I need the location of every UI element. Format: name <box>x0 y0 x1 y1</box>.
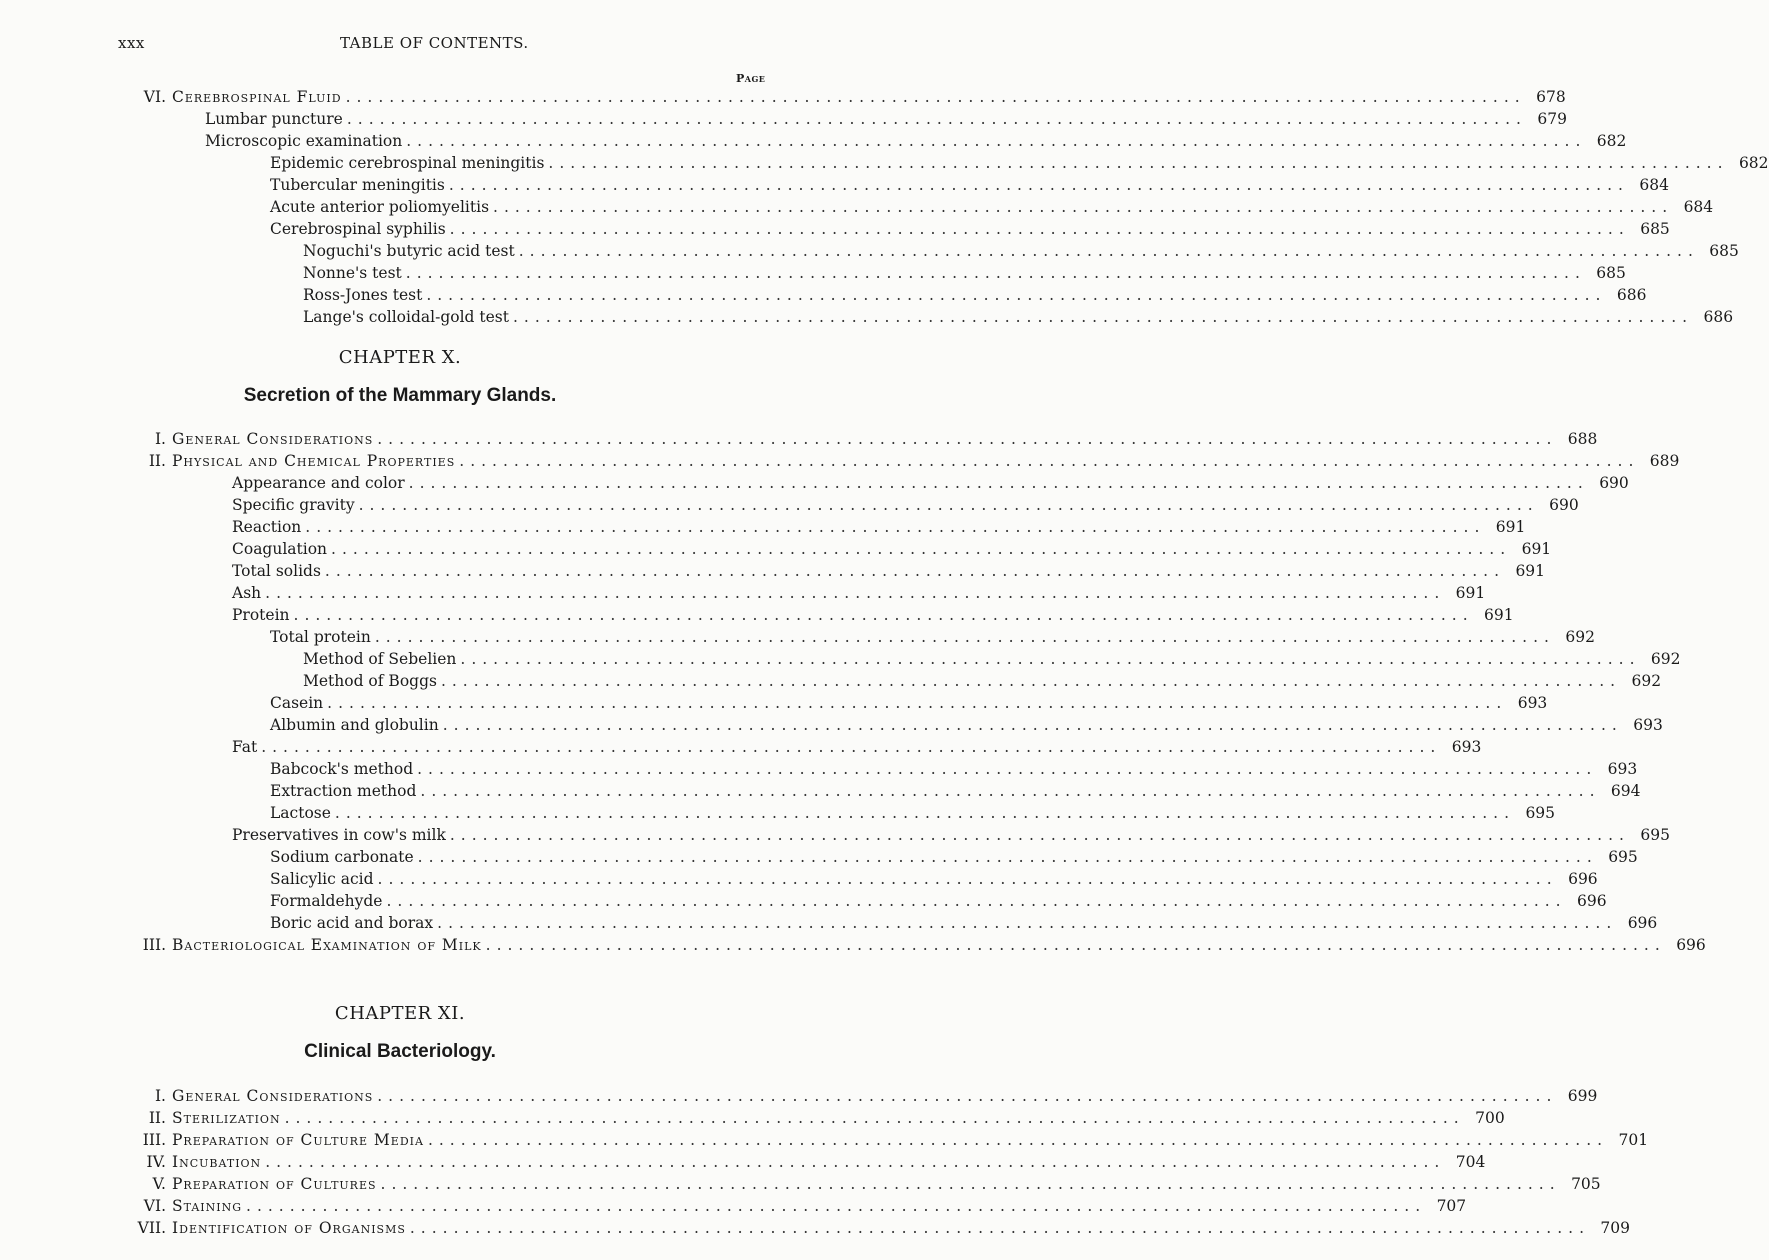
entry-title: Casein <box>270 694 324 712</box>
page-ref: 699 <box>1567 1087 1598 1105</box>
toc-entry[interactable] <box>270 758 1638 780</box>
leader-dots <box>375 626 1555 648</box>
section-number: V. <box>152 1175 166 1193</box>
leader-dots <box>443 714 1623 736</box>
toc-section[interactable] <box>142 934 1706 956</box>
toc-entry[interactable] <box>303 670 1662 692</box>
toc-entry[interactable] <box>270 218 1670 240</box>
toc-entry[interactable] <box>270 802 1556 824</box>
page-ref: 685 <box>1596 264 1626 282</box>
entry-title: Specific gravity <box>232 496 355 514</box>
entry-title: Reaction <box>232 518 302 536</box>
toc-entry[interactable] <box>270 868 1598 890</box>
leader-dots <box>246 1195 1426 1217</box>
leader-dots <box>305 516 1485 538</box>
leader-dots <box>285 1107 1465 1129</box>
leader-dots <box>426 284 1606 306</box>
toc-entry[interactable] <box>205 130 1627 152</box>
page-ref: 688 <box>1567 430 1598 448</box>
leader-dots <box>331 538 1511 560</box>
page-ref: 696 <box>1627 914 1658 932</box>
leader-dots <box>519 240 1699 262</box>
entry-title: Lange's colloidal-gold test <box>303 308 509 326</box>
toc-entry[interactable] <box>303 240 1739 262</box>
toc-section[interactable] <box>143 86 1566 108</box>
page-ref: 693 <box>1633 716 1663 734</box>
toc-entry[interactable] <box>303 306 1734 328</box>
entry-title: Total protein <box>270 628 371 646</box>
chapter-subtitle: Secretion of the Mammary Glands. <box>243 385 557 406</box>
entry-title: Babcock's method <box>270 760 414 778</box>
entry-title: Coagulation <box>232 540 328 558</box>
leader-dots <box>428 1129 1608 1151</box>
section-number: VII. <box>137 1219 166 1237</box>
toc-section[interactable] <box>152 1173 1601 1195</box>
section-number: VI. <box>143 88 166 106</box>
toc-section[interactable] <box>148 450 1680 472</box>
chapter-subtitle: Clinical Bacteriology. <box>304 1041 496 1062</box>
entry-title: Nonne's test <box>303 264 402 282</box>
section-title: General Considerations <box>172 430 374 448</box>
leader-dots <box>450 824 1630 846</box>
toc-entry[interactable] <box>232 824 1670 846</box>
leader-dots <box>381 1173 1561 1195</box>
leader-dots <box>548 152 1728 174</box>
entry-title: Method of Sebelien <box>303 650 457 668</box>
leader-dots <box>409 472 1589 494</box>
page-ref: 685 <box>1709 242 1739 260</box>
page-ref: 693 <box>1517 694 1548 712</box>
toc-entry[interactable] <box>270 196 1714 218</box>
leader-dots <box>378 868 1558 890</box>
page-ref: 701 <box>1618 1131 1649 1149</box>
leader-dots <box>441 670 1621 692</box>
page-ref: 689 <box>1649 452 1680 470</box>
toc-entry[interactable] <box>232 736 1482 758</box>
leader-dots <box>325 560 1505 582</box>
toc-entry[interactable] <box>270 846 1638 868</box>
toc-entry[interactable] <box>232 494 1579 516</box>
toc-entry[interactable] <box>232 516 1526 538</box>
section-title: General Considerations <box>172 1087 374 1105</box>
page-column-label: Page <box>736 72 766 85</box>
entry-title: Acute anterior poliomyelitis <box>270 198 490 216</box>
toc-entry[interactable] <box>232 582 1486 604</box>
leader-dots <box>417 758 1597 780</box>
toc-section[interactable] <box>154 1085 1598 1107</box>
page-ref: 696 <box>1568 870 1598 888</box>
page-ref: 696 <box>1577 892 1607 910</box>
leader-dots <box>437 912 1617 934</box>
section-title: Cerebrospinal Fluid <box>172 88 342 106</box>
page-ref: 691 <box>1455 584 1486 602</box>
entry-title: Noguchi's butyric acid test <box>303 242 515 260</box>
entry-title: Albumin and globulin <box>270 716 439 734</box>
entry-title: Preservatives in cow's milk <box>232 826 446 844</box>
page-ref: 685 <box>1640 220 1670 238</box>
toc-entry[interactable] <box>270 626 1595 648</box>
page-ref: 684 <box>1683 198 1714 216</box>
leader-dots <box>294 604 1474 626</box>
toc-entry[interactable] <box>232 560 1546 582</box>
leader-dots <box>261 736 1441 758</box>
entry-title: Epidemic cerebrospinal meningitis <box>270 154 545 172</box>
entry-title: Extraction method <box>270 782 417 800</box>
section-number: III. <box>142 1131 166 1149</box>
leader-dots <box>377 1085 1557 1107</box>
running-title: TABLE OF CONTENTS. <box>340 34 529 52</box>
section-title: Staining <box>172 1197 243 1215</box>
page-ref: 695 <box>1608 848 1638 866</box>
toc-section[interactable] <box>142 1129 1649 1151</box>
page-ref: 692 <box>1565 628 1595 646</box>
section-number: II. <box>148 1109 166 1127</box>
leader-dots <box>493 196 1673 218</box>
page-ref: 707 <box>1436 1197 1467 1215</box>
section-title: Incubation <box>172 1153 262 1171</box>
page-ref: 693 <box>1451 738 1482 756</box>
leader-dots <box>386 890 1566 912</box>
section-number: VI. <box>143 1197 166 1215</box>
leader-dots <box>420 780 1600 802</box>
toc-entry[interactable] <box>303 284 1647 306</box>
toc-section[interactable] <box>146 1151 1486 1173</box>
page-ref: 679 <box>1537 110 1567 128</box>
page-header <box>0 34 800 56</box>
leader-dots <box>418 846 1598 868</box>
entry-title: Appearance and color <box>232 474 405 492</box>
leader-dots <box>410 1217 1590 1239</box>
leader-dots <box>449 174 1629 196</box>
section-number: IV. <box>146 1153 166 1171</box>
section-title: Identification of Organisms <box>172 1219 406 1237</box>
leader-dots <box>406 262 1586 284</box>
entry-title: Boric acid and borax <box>270 914 434 932</box>
section-title: Bacteriological Examination of Milk <box>172 936 482 954</box>
page-ref: 682 <box>1596 132 1627 150</box>
toc-section[interactable] <box>148 1107 1505 1129</box>
entry-title: Protein <box>232 606 290 624</box>
entry-title: Formaldehyde <box>270 892 383 910</box>
entry-title: Sodium carbonate <box>270 848 414 866</box>
entry-title: Microscopic examination <box>205 132 403 150</box>
page-ref: 678 <box>1536 88 1566 106</box>
entry-title: Total solids <box>232 562 321 580</box>
entry-title: Cerebrospinal syphilis <box>270 220 446 238</box>
leader-dots <box>359 494 1539 516</box>
leader-dots <box>406 130 1586 152</box>
section-number: I. <box>154 1087 166 1105</box>
toc-entry[interactable] <box>303 262 1626 284</box>
page-ref: 704 <box>1455 1153 1486 1171</box>
section-number: II. <box>148 452 166 470</box>
leader-dots <box>347 108 1527 130</box>
leader-dots <box>335 802 1515 824</box>
entry-title: Lumbar puncture <box>205 110 343 128</box>
toc-entry[interactable] <box>270 780 1641 802</box>
chapter-heading: CHAPTER XI. <box>334 1003 466 1024</box>
section-title: Preparation of Cultures <box>172 1175 377 1193</box>
page-ref: 691 <box>1521 540 1552 558</box>
entry-title: Method of Boggs <box>303 672 437 690</box>
section-title: Sterilization <box>172 1109 281 1127</box>
page-ref: 695 <box>1640 826 1670 844</box>
toc-entry[interactable] <box>232 604 1514 626</box>
leader-dots <box>346 86 1526 108</box>
page-ref: 690 <box>1549 496 1579 514</box>
page-ref: 695 <box>1525 804 1556 822</box>
page-ref: 709 <box>1600 1219 1630 1237</box>
toc-entry[interactable] <box>270 890 1607 912</box>
leader-dots <box>377 428 1557 450</box>
leader-dots <box>265 1151 1445 1173</box>
leader-dots <box>450 218 1630 240</box>
leader-dots <box>460 648 1640 670</box>
page-ref: 691 <box>1515 562 1546 580</box>
entry-title: Fat <box>232 738 258 756</box>
section-number: I. <box>154 430 166 448</box>
toc-entry[interactable] <box>270 714 1663 736</box>
section-title: Preparation of Culture Media <box>172 1131 424 1149</box>
page-ref: 700 <box>1475 1109 1505 1127</box>
page-ref: 691 <box>1495 518 1526 536</box>
toc-section[interactable] <box>143 1195 1467 1217</box>
entry-title: Lactose <box>270 804 331 822</box>
page-ref: 690 <box>1599 474 1629 492</box>
leader-dots <box>459 450 1639 472</box>
page-number: xxx <box>118 34 145 52</box>
entry-title: Tubercular meningitis <box>270 176 445 194</box>
toc-entry[interactable] <box>232 472 1629 494</box>
leader-dots <box>513 306 1693 328</box>
toc-entry[interactable] <box>270 152 1769 174</box>
entry-title: Ross-Jones test <box>303 286 423 304</box>
page-ref: 694 <box>1610 782 1641 800</box>
toc-entry[interactable] <box>270 912 1658 934</box>
entry-title: Ash <box>232 584 262 602</box>
toc-section[interactable] <box>154 428 1598 450</box>
chapter-heading: CHAPTER X. <box>338 347 462 368</box>
toc-entry[interactable] <box>205 108 1567 130</box>
page-ref: 682 <box>1738 154 1769 172</box>
page-ref: 692 <box>1631 672 1662 690</box>
toc-entry[interactable] <box>270 692 1548 714</box>
page-ref: 691 <box>1484 606 1514 624</box>
section-number: III. <box>142 936 166 954</box>
page-ref: 693 <box>1607 760 1638 778</box>
leader-dots <box>486 934 1666 956</box>
entry-title: Salicylic acid <box>270 870 374 888</box>
section-title: Physical and Chemical Properties <box>172 452 456 470</box>
page-ref: 696 <box>1676 936 1706 954</box>
toc-entry[interactable] <box>270 174 1669 196</box>
leader-dots <box>327 692 1507 714</box>
leader-dots <box>265 582 1445 604</box>
toc-entry[interactable] <box>232 538 1552 560</box>
page-ref: 686 <box>1703 308 1734 326</box>
page-ref: 686 <box>1616 286 1647 304</box>
toc-entry[interactable] <box>303 648 1681 670</box>
page-ref: 705 <box>1571 1175 1601 1193</box>
page-ref: 692 <box>1650 650 1681 668</box>
page-ref: 684 <box>1639 176 1669 194</box>
toc-section[interactable] <box>137 1217 1630 1239</box>
